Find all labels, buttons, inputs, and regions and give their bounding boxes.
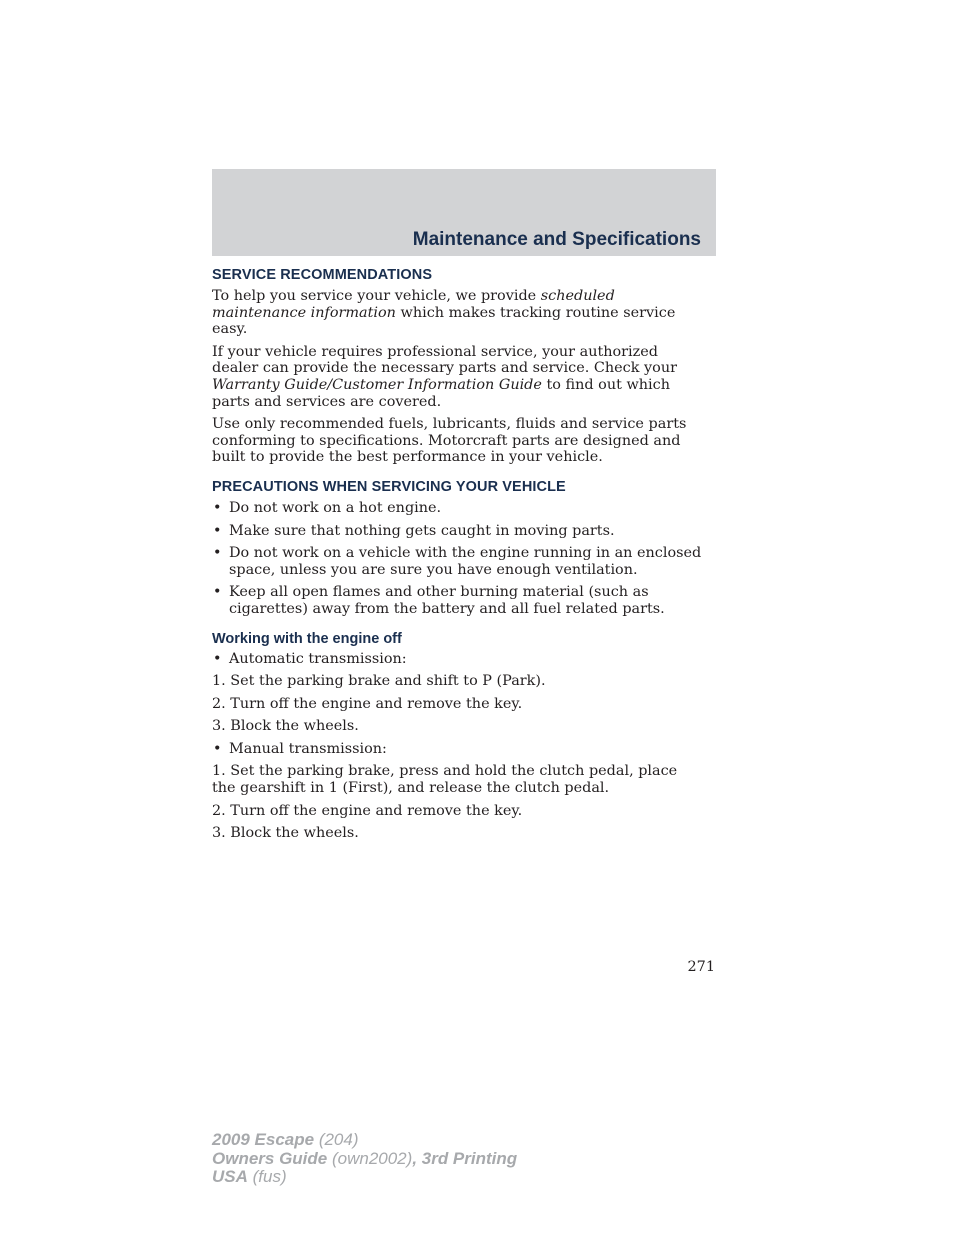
- step-item: 1. Set the parking brake and shift to P (Park).: [212, 673, 546, 690]
- section-title: Maintenance and Specifications: [412, 229, 701, 250]
- list-item: • Make sure that nothing gets caught in moving parts.: [212, 523, 704, 540]
- list-item-automatic: • Automatic transmission:: [212, 651, 704, 668]
- footer-line-model: 2009 Escape (204): [212, 1130, 359, 1149]
- heading-precautions: PRECAUTIONS WHEN SERVICING YOUR VEHICLE: [212, 478, 566, 495]
- page-number: 271: [687, 959, 715, 975]
- heading-engine-off: Working with the engine off: [212, 630, 402, 647]
- section-banner: [212, 169, 716, 256]
- step-item: 1. Set the parking brake, press and hold the clutch pedal, place the gearshift in 1 (First), and release the clutch pedal.: [212, 763, 678, 797]
- step-item: 2. Turn off the engine and remove the key.: [212, 802, 523, 819]
- paragraph-recommended-parts: Use only recommended fuels, lubricants, fluids and service parts conforming to specifications. Motorcraft parts are designed and built to provide the best performance in your vehicle.: [212, 416, 687, 466]
- list-item-manual: • Manual transmission:: [212, 741, 704, 758]
- document-footer: [212, 1131, 517, 1187]
- paragraph-professional-service: If your vehicle requires professional service, your authorized dealer can provide the necessary parts and service. Check your Warranty Guide/Customer Information Guide to find out which parts and services are covered.: [212, 343, 677, 410]
- step-item: 2. Turn off the engine and remove the key.: [212, 695, 523, 712]
- step-item: 3. Block the wheels.: [212, 718, 359, 735]
- emphasis-warranty-guide: Warranty Guide/Customer Information Guide: [212, 376, 542, 393]
- emphasis-scheduled-maintenance: scheduled maintenance information: [212, 288, 615, 321]
- list-item: • Keep all open flames and other burning material (such as cigarettes) away from the battery and all fuel related parts.: [212, 584, 704, 617]
- paragraph-service-intro: To help you service your vehicle, we provide scheduled maintenance information which makes tracking routine service easy.: [212, 288, 676, 338]
- list-item: • Do not work on a hot engine.: [212, 500, 704, 517]
- page-content: [212, 266, 704, 848]
- step-item: 3. Block the wheels.: [212, 825, 359, 842]
- heading-service-recommendations: SERVICE RECOMMENDATIONS: [212, 267, 433, 283]
- footer-line-market: USA (fus): [212, 1167, 287, 1186]
- footer-line-guide: Owners Guide (own2002), 3rd Printing: [212, 1148, 518, 1168]
- list-item: • Do not work on a vehicle with the engine running in an enclosed space, unless you are sure you have enough ventilation.: [212, 545, 704, 578]
